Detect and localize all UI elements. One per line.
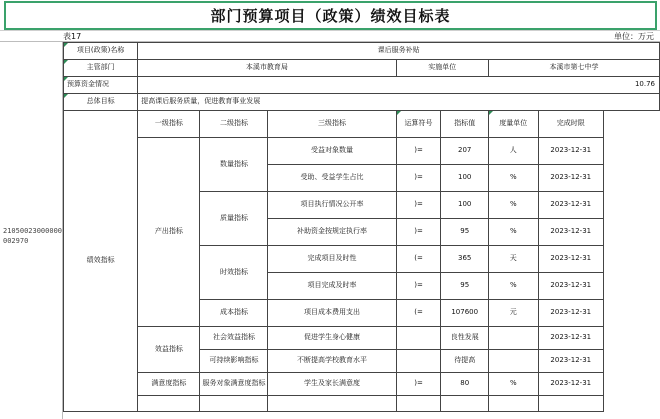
value-cell[interactable]: 100 <box>441 192 488 219</box>
performance-goal-table <box>63 42 660 412</box>
empty-cell[interactable] <box>268 396 396 412</box>
deadline-cell[interactable]: 2023-12-31 <box>538 273 603 300</box>
value-cell[interactable]: 80 <box>441 373 488 396</box>
table-row <box>64 111 660 138</box>
unit-cell[interactable]: % <box>488 373 538 396</box>
goal-value[interactable]: 提高课后服务质量，促进教育事业发展 <box>138 94 660 111</box>
deadline-cell[interactable]: 2023-12-31 <box>538 192 603 219</box>
level1-benefit[interactable]: 效益指标 <box>138 327 200 373</box>
deadline-cell[interactable]: 2023-12-31 <box>538 327 603 350</box>
value-cell[interactable]: 207 <box>441 138 488 165</box>
operator-cell[interactable]: (= <box>396 300 441 327</box>
level3-cell[interactable]: 补助资金按规定执行率 <box>268 219 396 246</box>
level2-sustain[interactable]: 可持续影响指标 <box>200 350 268 373</box>
unit-cell[interactable]: % <box>488 165 538 192</box>
operator-cell[interactable]: )= <box>396 165 441 192</box>
operator-cell[interactable]: (= <box>396 246 441 273</box>
unit-cell[interactable]: % <box>488 219 538 246</box>
deadline-cell[interactable]: 2023-12-31 <box>538 165 603 192</box>
project-code-cell[interactable]: 21050023000000002970 <box>3 227 63 245</box>
funds-label[interactable]: 预算资金情况 <box>64 77 138 94</box>
level2-quality[interactable]: 质量指标 <box>200 192 268 246</box>
table-row <box>64 60 660 77</box>
operator-cell[interactable]: )= <box>396 219 441 246</box>
level3-cell[interactable]: 受益对象数量 <box>268 138 396 165</box>
level2-quantity[interactable]: 数量指标 <box>200 138 268 192</box>
level2-cost[interactable]: 成本指标 <box>200 300 268 327</box>
row-divider <box>0 30 660 31</box>
deadline-cell[interactable]: 2023-12-31 <box>538 373 603 396</box>
empty-cell[interactable] <box>396 396 441 412</box>
table-row <box>64 77 660 94</box>
level3-cell[interactable]: 项目执行情况公开率 <box>268 192 396 219</box>
deadline-cell[interactable]: 2023-12-31 <box>538 219 603 246</box>
deadline-cell[interactable]: 2023-12-31 <box>538 138 603 165</box>
deadline-cell[interactable]: 2023-12-31 <box>538 350 603 373</box>
funds-value[interactable]: 10.76 <box>138 77 660 94</box>
level3-cell[interactable]: 项目完成及时率 <box>268 273 396 300</box>
operator-cell[interactable]: )= <box>396 373 441 396</box>
level3-cell[interactable]: 完成项目及时性 <box>268 246 396 273</box>
goal-label[interactable]: 总体目标 <box>64 94 138 111</box>
operator-cell[interactable]: )= <box>396 138 441 165</box>
table-row <box>64 94 660 111</box>
operator-cell[interactable]: )= <box>396 273 441 300</box>
indicator-section-label[interactable]: 绩效指标 <box>64 111 138 412</box>
level2-service[interactable]: 服务对象满意度指标 <box>200 373 268 396</box>
unit-cell[interactable]: % <box>488 273 538 300</box>
value-cell[interactable]: 95 <box>441 273 488 300</box>
table-row <box>64 138 660 165</box>
deadline-cell[interactable]: 2023-12-31 <box>538 246 603 273</box>
unit-cell[interactable]: 元 <box>488 300 538 327</box>
value-cell[interactable]: 待提高 <box>441 350 488 373</box>
impl-value[interactable]: 本溪市第七中学 <box>488 60 659 77</box>
empty-cell[interactable] <box>138 396 200 412</box>
level1-output[interactable]: 产出指标 <box>138 138 200 327</box>
value-cell[interactable]: 95 <box>441 219 488 246</box>
dept-value[interactable]: 本溪市教育局 <box>138 60 396 77</box>
project-name-label[interactable]: 项目(政策)名称 <box>64 43 138 60</box>
value-cell[interactable]: 良性发展 <box>441 327 488 350</box>
level3-cell[interactable]: 促进学生身心健康 <box>268 327 396 350</box>
value-cell[interactable]: 107600 <box>441 300 488 327</box>
header-level3[interactable]: 三级指标 <box>268 111 396 138</box>
empty-cell[interactable] <box>200 396 268 412</box>
level3-cell[interactable]: 受助、受益学生占比 <box>268 165 396 192</box>
header-value[interactable]: 指标值 <box>441 111 488 138</box>
table-row <box>64 396 660 412</box>
project-name-value[interactable]: 课后服务补贴 <box>138 43 660 60</box>
table-row <box>64 43 660 60</box>
deadline-cell[interactable]: 2023-12-31 <box>538 300 603 327</box>
operator-cell[interactable] <box>396 327 441 350</box>
dept-label[interactable]: 主管部门 <box>64 60 138 77</box>
empty-cell[interactable] <box>488 396 538 412</box>
impl-label[interactable]: 实施单位 <box>396 60 488 77</box>
header-operator[interactable]: 运算符号 <box>396 111 441 138</box>
operator-cell[interactable]: )= <box>396 192 441 219</box>
sheet-title-cell[interactable] <box>4 1 657 30</box>
empty-cell[interactable] <box>538 396 603 412</box>
header-level2[interactable]: 二级指标 <box>200 111 268 138</box>
value-cell[interactable]: 365 <box>441 246 488 273</box>
sheet-title: 部门预算项目（政策）绩效目标表 <box>210 7 451 25</box>
unit-cell[interactable]: 天 <box>488 246 538 273</box>
table-number[interactable]: 表17 <box>63 32 82 41</box>
unit-cell[interactable]: % <box>488 192 538 219</box>
level3-cell[interactable]: 学生及家长满意度 <box>268 373 396 396</box>
table-row <box>64 373 660 396</box>
operator-cell[interactable] <box>396 350 441 373</box>
header-level1[interactable]: 一级指标 <box>138 111 200 138</box>
level2-social[interactable]: 社会效益指标 <box>200 327 268 350</box>
value-cell[interactable]: 100 <box>441 165 488 192</box>
header-unit[interactable]: 度量单位 <box>488 111 538 138</box>
level3-cell[interactable]: 不断提高学校教育水平 <box>268 350 396 373</box>
level3-cell[interactable]: 项目成本费用支出 <box>268 300 396 327</box>
unit-cell[interactable] <box>488 327 538 350</box>
empty-cell[interactable] <box>441 396 488 412</box>
table-row <box>64 327 660 350</box>
unit-cell[interactable] <box>488 350 538 373</box>
header-deadline[interactable]: 完成时限 <box>538 111 603 138</box>
level1-satisfaction[interactable]: 满意度指标 <box>138 373 200 396</box>
level2-timeliness[interactable]: 时效指标 <box>200 246 268 300</box>
unit-cell[interactable]: 人 <box>488 138 538 165</box>
unit-label[interactable]: 单位：万元 <box>614 32 654 41</box>
